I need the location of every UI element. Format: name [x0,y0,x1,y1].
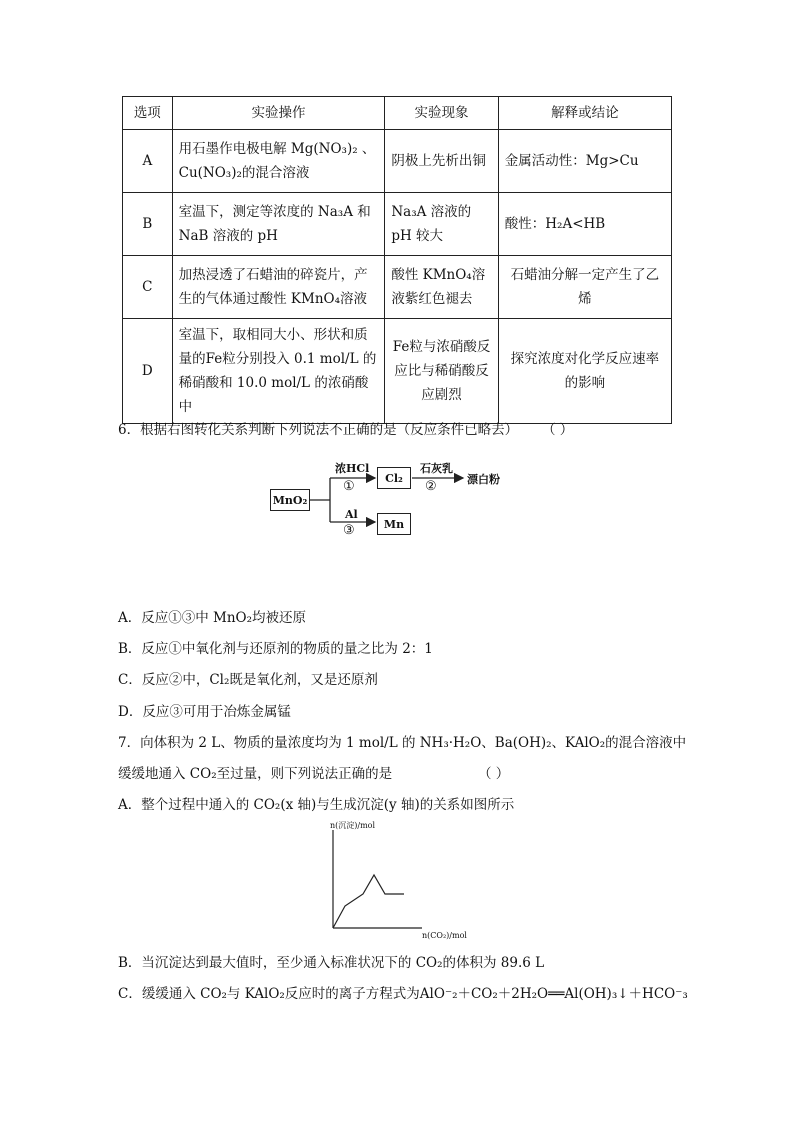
q7-option-a: A．整个过程中通入的 CO₂(x 轴)与生成沉淀(y 轴)的关系如图所示 [118,797,515,813]
row-operation: 室温下，测定等浓度的 Na₃A 和 NaB 溶液的 pH [172,193,385,256]
diagram-step-3: ③ [343,523,355,538]
experiment-table [122,96,672,424]
precipitate-graph [310,818,470,943]
q6-option-d: D．反应③可用于冶炼金属锰 [118,704,291,720]
header-phenomenon: 实验现象 [385,97,498,130]
q6-answer-paren: （ ） [542,422,574,438]
header-conclusion: 解释或结论 [498,97,671,130]
table-row [123,319,672,424]
row-conclusion: 金属活动性：Mg>Cu [498,130,671,193]
graph-y-label: n(沉淀)/mol [330,821,376,830]
table-row [123,193,672,256]
diagram-node-mno2: MnO₂ [270,489,310,511]
graph-curve [333,875,404,928]
q6-stem: 6．根据右图转化关系判断下列说法不正确的是（反应条件已略去） [118,422,519,438]
diagram-node-bleach: 漂白粉 [467,473,500,486]
header-operation: 实验操作 [172,97,385,130]
diagram-reagent-hcl: 浓HCl [335,462,370,475]
q6-diagram [265,455,525,545]
row-conclusion: 探究浓度对化学反应速率的影响 [498,319,671,424]
q6-option-a: A．反应①③中 MnO₂均被还原 [118,610,307,626]
table-row [123,130,672,193]
diagram-node-mn: Mn [377,513,411,535]
q7-option-c: C．缓缓通入 CO₂与 KAlO₂反应时的离子方程式为AlO⁻₂＋CO₂＋2H₂O══Al(OH)₃↓＋HCO⁻₃ [118,986,688,1002]
row-operation: 室温下，取相同大小、形状和质量的Fe粒分别投入 0.1 mol/L 的稀硝酸和 10.0 mol/L 的浓硝酸中 [172,319,385,424]
diagram-node-cl2: Cl₂ [377,467,411,489]
q6-option-c: C．反应②中，Cl₂既是氧化剂，又是还原剂 [118,672,378,688]
row-operation: 加热浸透了石蜡油的碎瓷片，产生的气体通过酸性 KMnO₄溶液 [172,256,385,319]
diagram-reagent-al: Al [345,508,358,521]
row-option: B [123,193,173,256]
header-option: 选项 [123,97,173,130]
row-option: C [123,256,173,319]
row-conclusion: 酸性：H₂A<HB [498,193,671,256]
q7-stem-line1: 7．向体积为 2 L、物质的量浓度均为 1 mol/L 的 NH₃·H₂O、Ba(OH)₂、KAlO₂的混合溶液中 [118,735,687,751]
q6-option-b: B．反应①中氧化剂与还原剂的物质的量之比为 2：1 [118,641,433,657]
table-row [123,256,672,319]
row-phenomenon: Fe粒与浓硝酸反应比与稀硝酸反应剧烈 [385,319,498,424]
row-operation: 用石墨作电极电解 Mg(NO₃)₂ 、Cu(NO₃)₂的混合溶液 [172,130,385,193]
diagram-reagent-lime: 石灰乳 [420,462,453,475]
q7-stem-line2: 缓缓地通入 CO₂至过量，则下列说法正确的是 [118,766,393,782]
q7-graph [310,818,470,943]
row-phenomenon: 酸性 KMnO₄溶液紫红色褪去 [385,256,498,319]
row-option: D [123,319,173,424]
graph-x-label: n(CO₂)/mol [422,931,467,940]
table-header-row [123,97,672,130]
diagram-step-1: ① [343,479,355,494]
row-conclusion: 石蜡油分解一定产生了乙烯 [498,256,671,319]
q7-option-b: B．当沉淀达到最大值时，至少通入标准状况下的 CO₂的体积为 89.6 L [118,955,545,971]
q7-answer-paren: （ ） [478,766,510,782]
row-phenomenon: Na₃A 溶液的 pH 较大 [385,193,498,256]
diagram-step-2: ② [425,479,437,494]
row-phenomenon: 阴极上先析出铜 [385,130,498,193]
row-option: A [123,130,173,193]
